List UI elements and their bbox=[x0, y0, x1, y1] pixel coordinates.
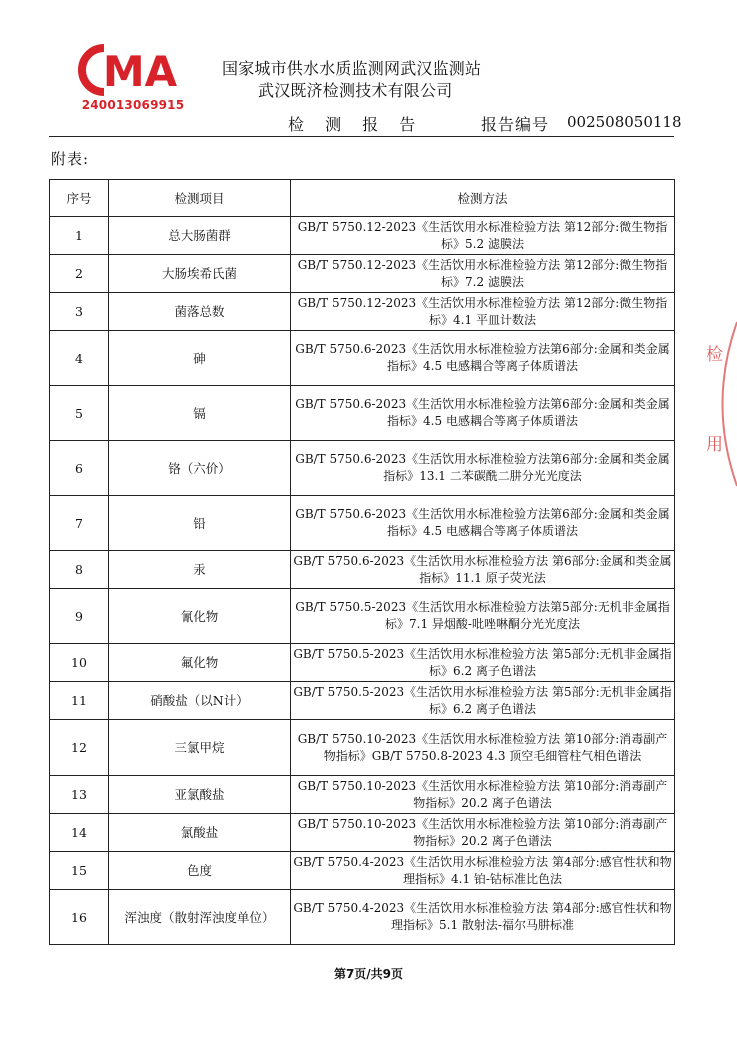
row-method: GB/T 5750.12-2023《生活饮用水标准检验方法 第12部分:微生物指标》7.2 滤膜法 bbox=[291, 255, 675, 293]
seal-char: 用 bbox=[706, 435, 723, 455]
row-item: 氰化物 bbox=[109, 589, 291, 644]
row-item: 镉 bbox=[109, 386, 291, 441]
row-method: GB/T 5750.4-2023《生活饮用水标准检验方法 第4部分:感官性状和物理指标》5.1 散射法-福尔马肼标准 bbox=[291, 890, 675, 945]
test-items-table bbox=[49, 179, 675, 945]
row-no: 6 bbox=[50, 441, 109, 496]
table-row bbox=[50, 682, 675, 720]
report-number-label: 报告编号 bbox=[481, 115, 550, 134]
table-header-row bbox=[50, 180, 675, 217]
table-row bbox=[50, 589, 675, 644]
seal-stamp-fragment bbox=[700, 318, 737, 490]
row-item: 硝酸盐（以N计） bbox=[109, 682, 291, 720]
row-item: 氟化物 bbox=[109, 644, 291, 682]
row-method: GB/T 5750.5-2023《生活饮用水标准检验方法 第5部分:无机非金属指标》6.2 离子色谱法 bbox=[291, 644, 675, 682]
header-item: 检测项目 bbox=[109, 180, 291, 217]
row-no: 5 bbox=[50, 386, 109, 441]
table-row bbox=[50, 386, 675, 441]
row-item: 浑浊度（散射浑浊度单位） bbox=[109, 890, 291, 945]
row-no: 3 bbox=[50, 293, 109, 331]
row-method: GB/T 5750.6-2023《生活饮用水标准检验方法第6部分:金属和类金属指标》4.5 电感耦合等离子体质谱法 bbox=[291, 331, 675, 386]
cma-logo bbox=[78, 44, 188, 116]
row-no: 7 bbox=[50, 496, 109, 551]
seal-char: 检 bbox=[706, 345, 723, 365]
row-no: 12 bbox=[50, 720, 109, 776]
row-item: 汞 bbox=[109, 551, 291, 589]
row-item: 铬（六价） bbox=[109, 441, 291, 496]
table-row bbox=[50, 331, 675, 386]
row-no: 10 bbox=[50, 644, 109, 682]
row-no: 8 bbox=[50, 551, 109, 589]
row-no: 2 bbox=[50, 255, 109, 293]
row-item: 总大肠菌群 bbox=[109, 217, 291, 255]
row-no: 16 bbox=[50, 890, 109, 945]
report-number: 002508050118 bbox=[567, 113, 682, 131]
row-method: GB/T 5750.10-2023《生活饮用水标准检验方法 第10部分:消毒副产物指标》20.2 离子色谱法 bbox=[291, 814, 675, 852]
row-no: 14 bbox=[50, 814, 109, 852]
org-name-line2: 武汉既济检测技术有限公司 bbox=[258, 81, 453, 100]
row-method: GB/T 5750.12-2023《生活饮用水标准检验方法 第12部分:微生物指标》5.2 滤膜法 bbox=[291, 217, 675, 255]
table-row bbox=[50, 776, 675, 814]
table-row bbox=[50, 217, 675, 255]
header-divider bbox=[49, 136, 674, 137]
row-item: 砷 bbox=[109, 331, 291, 386]
row-method: GB/T 5750.12-2023《生活饮用水标准检验方法 第12部分:微生物指标》4.1 平皿计数法 bbox=[291, 293, 675, 331]
row-item: 色度 bbox=[109, 852, 291, 890]
row-item: 三氯甲烷 bbox=[109, 720, 291, 776]
table-row bbox=[50, 496, 675, 551]
header-method: 检测方法 bbox=[291, 180, 675, 217]
table-row bbox=[50, 293, 675, 331]
row-item: 菌落总数 bbox=[109, 293, 291, 331]
cma-logo-number: 240013069915 bbox=[81, 98, 185, 112]
row-method: GB/T 5750.6-2023《生活饮用水标准检验方法第6部分:金属和类金属指标》4.5 电感耦合等离子体质谱法 bbox=[291, 386, 675, 441]
row-item: 亚氯酸盐 bbox=[109, 776, 291, 814]
cma-logo-mark bbox=[78, 44, 188, 96]
row-method: GB/T 5750.4-2023《生活饮用水标准检验方法 第4部分:感官性状和物理指标》4.1 铂-钴标准比色法 bbox=[291, 852, 675, 890]
row-method: GB/T 5750.10-2023《生活饮用水标准检验方法 第10部分:消毒副产物指标》GB/T 5750.8-2023 4.3 顶空毛细管柱气相色谱法 bbox=[291, 720, 675, 776]
row-no: 13 bbox=[50, 776, 109, 814]
table-row bbox=[50, 255, 675, 293]
report-title: 检 测 报 告 bbox=[288, 115, 424, 134]
table-row bbox=[50, 441, 675, 496]
page-number: 第7页/共9页 bbox=[333, 967, 404, 981]
row-method: GB/T 5750.5-2023《生活饮用水标准检验方法第5部分:无机非金属指标》7.1 异烟酸-吡唑啉酮分光光度法 bbox=[291, 589, 675, 644]
table-row bbox=[50, 852, 675, 890]
table-row bbox=[50, 814, 675, 852]
row-no: 1 bbox=[50, 217, 109, 255]
row-method: GB/T 5750.6-2023《生活饮用水标准检验方法第6部分:金属和类金属指标》4.5 电感耦合等离子体质谱法 bbox=[291, 496, 675, 551]
row-no: 4 bbox=[50, 331, 109, 386]
cma-logo-letters: MA bbox=[102, 47, 178, 96]
row-no: 9 bbox=[50, 589, 109, 644]
header-no: 序号 bbox=[50, 180, 109, 217]
row-method: GB/T 5750.6-2023《生活饮用水标准检验方法 第6部分:金属和类金属指标》11.1 原子荧光法 bbox=[291, 551, 675, 589]
row-method: GB/T 5750.6-2023《生活饮用水标准检验方法第6部分:金属和类金属指标》13.1 二苯碳酰二肼分光光度法 bbox=[291, 441, 675, 496]
table-row bbox=[50, 720, 675, 776]
row-no: 15 bbox=[50, 852, 109, 890]
table-row bbox=[50, 551, 675, 589]
row-item: 铅 bbox=[109, 496, 291, 551]
row-no: 11 bbox=[50, 682, 109, 720]
table-row bbox=[50, 644, 675, 682]
org-name-line1: 国家城市供水水质监测网武汉监测站 bbox=[222, 59, 482, 78]
row-item: 大肠埃希氏菌 bbox=[109, 255, 291, 293]
row-method: GB/T 5750.5-2023《生活饮用水标准检验方法 第5部分:无机非金属指标》6.2 离子色谱法 bbox=[291, 682, 675, 720]
row-item: 氯酸盐 bbox=[109, 814, 291, 852]
table-row bbox=[50, 890, 675, 945]
row-method: GB/T 5750.10-2023《生活饮用水标准检验方法 第10部分:消毒副产物指标》20.2 离子色谱法 bbox=[291, 776, 675, 814]
appendix-label: 附表: bbox=[51, 150, 90, 168]
